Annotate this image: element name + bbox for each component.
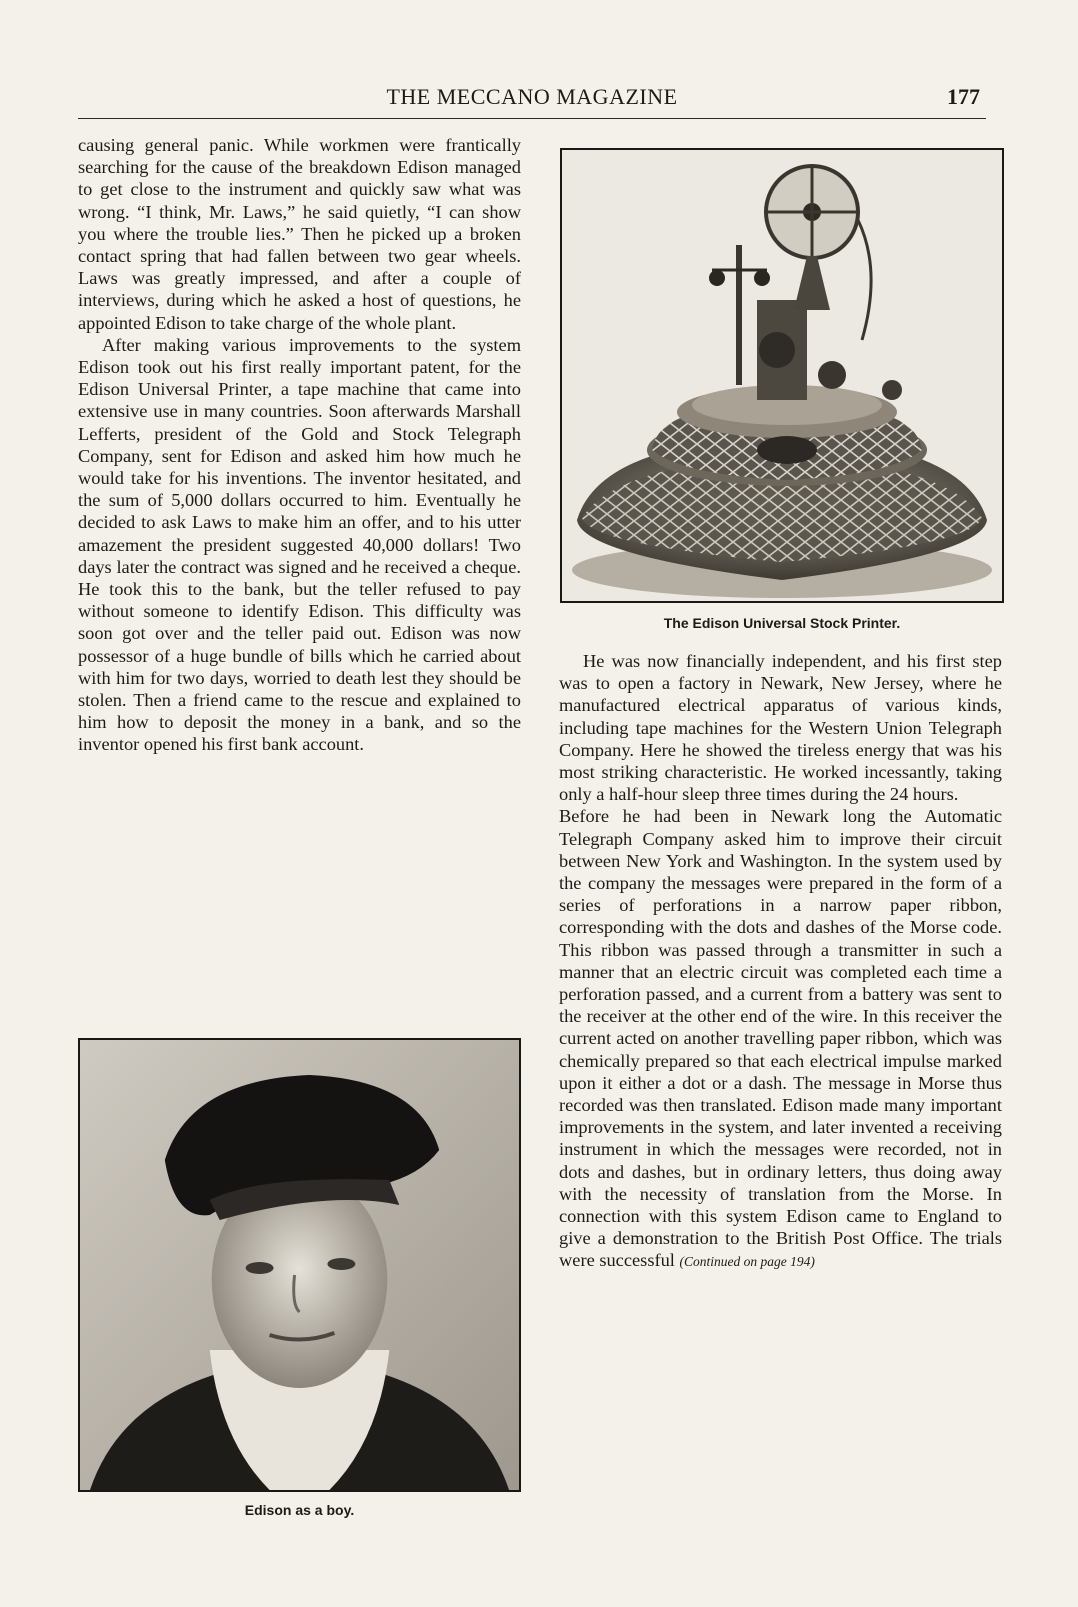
continuation-note: (Continued on page 194): [679, 1254, 815, 1270]
stock-printer-caption: The Edison Universal Stock Printer.: [663, 615, 901, 631]
paragraph: [559, 806, 1002, 1270]
page-number: 177: [947, 84, 980, 109]
left-column: [78, 134, 521, 756]
right-column: [559, 650, 1002, 1274]
edison-boy-caption: Edison as a boy.: [244, 1502, 355, 1518]
page-header: [78, 84, 986, 119]
paragraph: He was now financially independent, and his first step was to open a factory in Newark, New Jersey, where he manufactured electrical apparatus of various kinds, including tape machines for the Western Union Telegraph Company. Here he showed the tireless energy that was his most striking characteristic. He worked incessantly, taking only a half-hour sleep three times during the 24 hours.: [559, 651, 1002, 805]
edison-boy-photo: [78, 1038, 521, 1492]
paragraph-text: Before he had been in Newark long the Automatic Telegraph Company asked him to improve their circuit between New York and Washington. In the system used by the company the messages were prepared in the form of a series of perforations in a narrow paper ribbon, corresponding with the dots and dashes of the Morse code. This ribbon was passed through a transmitter in such a manner that an electric circuit was completed each time a perforation passed, and a current from a battery was sent to the receiver at the other end of the wire. In this receiver the current acted on another travelling paper ribbon, which was chemically prepared so that each electrical impulse marked upon it either a dot or a dash. The message in Morse thus recorded was then translated. Edison made many important improvements in the system, and later invented a receiving instrument in which the messages were recorded, not in dots and dashes, but in ordinary letters, thus doing away with the necessity of translation from the Morse. In connection with this system Edison came to England to give a demonstration to the British Post Office. The trials were successful: [559, 806, 1002, 1271]
paragraph: causing general panic. While workmen were frantically searching for the cause of the breakdown Edison managed to get close to the instrument and quickly saw what was wrong. “I think, Mr. Laws,” he said quietly, “I can show you where the trouble lies.” Then he picked up a broken contact spring that had fallen between two gear wheels. Laws was greatly impressed, and after a couple of interviews, during which he asked a host of questions, he appointed Edison to take charge of the whole plant.: [78, 135, 521, 333]
stock-printer-photo: [560, 148, 1004, 603]
edison-portrait: [80, 1040, 519, 1490]
magazine-title: THE MECCANO MAGAZINE: [386, 84, 678, 109]
stock-printer-illustration: [562, 150, 1002, 601]
paragraph: After making various improvements to the system Edison took out his first really important patent, for the Edison Universal Printer, a tape machine that came into extensive use in many countries. Soon afterwards Marshall Lefferts, president of the Gold and Stock Telegraph Company, sent for Edison and asked him how much he would take for his inventions. The inventor hesitated, and the sum of 5,000 dollars occurred to him. Eventually he decided to ask Laws to make him an offer, and to his utter amazement the president suggested 40,000 dollars! Two days later the contract was signed and he received a cheque. He took this to the bank, but the teller refused to pay without someone to identify Edison. This difficulty was soon got over and the teller paid out. Edison was now possessor of a huge bundle of bills which he carried about with him for two days, worried to death lest they should be stolen. Then a friend came to the rescue and explained to him how to deposit the money in a bank, and so the inventor opened his first bank account.: [78, 334, 521, 755]
